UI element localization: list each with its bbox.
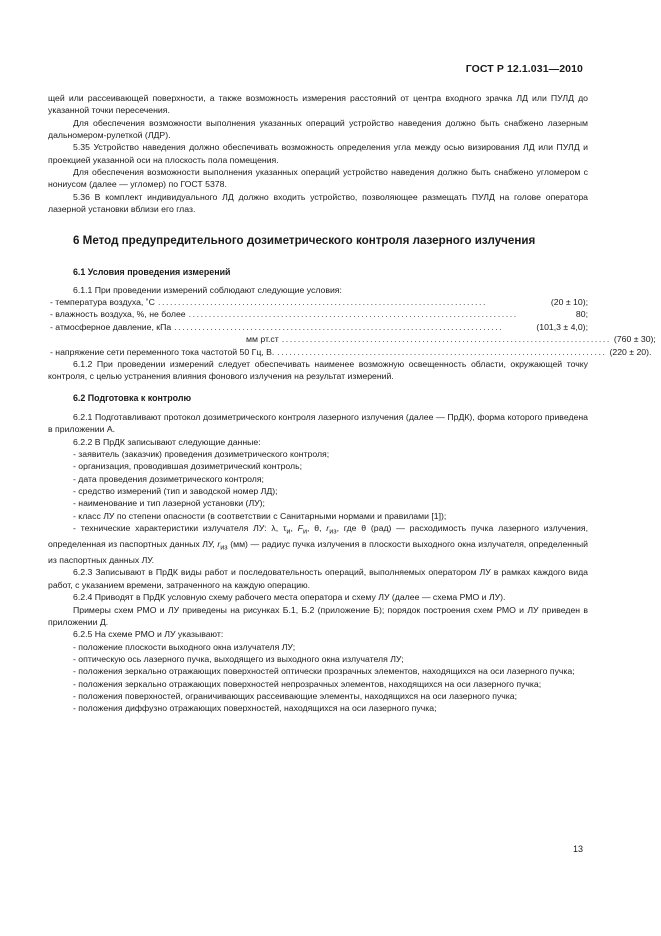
page-number: 13 [572,844,583,854]
paragraph: Для обеспечения возможности выполнения указанных операций устройство наведения должно быть снабжено угломером с нониусом (далее — угломер) по ГОСТ 5378. [48,167,588,190]
paragraph: Для обеспечения возможности выполнения указанных операций устройство наведения должно быть снабжено лазерным дальномером-рулеткой (ЛДР). [48,117,588,141]
paragraph-5-36: 5.36 В комплект индивидуального ЛД должно входить устройство, позволяющее размещать ПУЛД на голове оператора лазерной установки вблизи его глаз. [48,191,588,215]
condition-row [48,296,588,308]
condition-label: - напряжение сети переменного тока частотой 50 Гц, В. [50,346,275,357]
condition-row [48,308,588,320]
subsection-6-2-heading: 6.2 Подготовка к контролю [73,392,192,403]
list-item: - дата проведения дозиметрического контроля; [73,473,264,484]
list-item: - класс ЛУ по степени опасности (в соответствии с Санитарными нормами и правилами [1]); [73,510,447,521]
paragraph-6-2-1: 6.2.1 Подготавливают протокол дозиметрического контроля лазерного излучения (далее — ПрДК), форма которого приведена в приложении А. [48,411,588,435]
paragraph-6-2-2: 6.2.2 В ПрДК записывают следующие данные: [73,436,261,447]
condition-label: мм рт.ст [246,334,279,345]
subscript: и [286,526,291,536]
condition-label: - атмосферное давление, кПа [50,321,172,332]
list-item: - положения зеркально отражающих поверхностей непрозрачных элементов, находящихся на оси лазерного пучка; [73,678,542,689]
paragraph: щей или рассеивающей поверхности, а также возможность измерения расстояний от центра входного зрачка ЛД или ПУЛД до указанной точки пересечения. [48,93,588,116]
symbol: F [297,522,303,533]
paragraph-6-2-4: 6.2.4 Приводят в ПрДК условную схему рабочего места оператора и схему ЛУ (далее — схема РМО и ЛУ). [73,592,506,603]
text-fragment: , [290,522,298,533]
symbol: r [217,539,221,550]
text-fragment: (мм) — радиус пучка излучения в плоскости выходного окна излучателя, определенный из паспортных данных ЛУ. [48,539,588,566]
list-item: - организация, проводившая дозиметрический контроль; [73,461,303,472]
paragraph-6-2-5: 6.2.5 На схеме РМО и ЛУ указывают: [73,629,224,640]
section-6-heading: 6 Метод предупредительного дозиметрического контроля лазерного излучения [73,234,536,248]
condition-row [48,346,652,358]
list-item: - положение плоскости выходного окна излучателя ЛУ; [73,641,296,652]
subscript: из [329,526,337,536]
condition-row [48,333,656,345]
condition-value: (760 ± 30); [613,334,656,345]
subsection-6-1-heading: 6.1 Условия проведения измерений [73,267,231,278]
subscript: и [302,526,308,536]
leader-dots: .................................................................................. [188,309,518,320]
condition-value: 80; [575,309,588,320]
list-item: - оптическую ось лазерного пучка, выходящего из выходного окна излучателя ЛУ; [73,653,404,664]
document-body [48,92,656,715]
paragraph-5-35: 5.35 Устройство наведения должно обеспечивать возможность определения угла между осью визирования ЛД или ПУЛД и проекцией указанной оси на плоскость пола помещения. [48,142,588,165]
list-item: - наименование и тип лазерной установки (ЛУ); [73,498,265,509]
text-fragment: , θ, [307,522,327,533]
text-fragment: - технические характеристики излучателя ЛУ: λ, τ [73,522,287,533]
leader-dots: .................................................................................. [281,334,611,345]
list-item: - положения диффузно отражающих поверхностей, находящихся на оси лазерного пучка; [73,703,437,714]
paragraph-6-2-3: 6.2.3 Записывают в ПрДК виды работ и последовательность операций, выполняемых оператором ЛУ в рамках каждого вида работ, с указанием времени, затраченного на каждую операцию. [48,567,588,590]
tech-characteristics-item [48,522,588,567]
condition-label: - температура воздуха, ˚С [50,297,155,308]
list-item: - заявитель (заказчик) проведения дозиметрического контроля; [73,448,330,459]
paragraph-6-1-1: 6.1.1 При проведении измерений соблюдают следующие условия: [73,284,342,295]
paragraph-6-1-2: 6.1.2 При проведении измерений следует обеспечивать наименее возможную освещенность области, окружающей точку контроля, с целью устранения влияния фонового излучения на результат измерений. [48,358,588,382]
symbol: r [326,522,330,533]
condition-value: (101,3 ± 4,0); [536,321,588,332]
condition-label: - влажность воздуха, %, не более [50,309,186,320]
leader-dots: .................................................................................. [174,321,504,332]
paragraph: Примеры схем РМО и ЛУ приведены на рисунках Б.1, Б.2 (приложение Б); порядок построения схем РМО и ЛУ приведен в приложении Д. [48,604,588,627]
condition-value: (220 ± 20). [609,346,652,357]
condition-value: (20 ± 10); [550,297,588,308]
condition-row [48,321,588,333]
subscript: из [220,542,228,552]
leader-dots: .................................................................................. [157,297,488,308]
leader-dots: .................................................................................. [277,346,607,357]
standard-header: ГОСТ Р 12.1.031—2010 [465,63,583,75]
list-item: - положения поверхностей, ограничивающих рассеивающие элементы, находящихся на оси лазерного пучка; [73,690,518,701]
list-item: - средство измерений (тип и заводской номер ЛД); [73,485,278,496]
text-fragment: , где θ (рад) — расходимость пучка лазерного излучения, определенная из паспортных данных ЛУ, [48,522,589,550]
list-item: - положения зеркально отражающих поверхностей оптически прозрачных элементов, находящихся на оси лазерного пучка; [73,666,575,677]
